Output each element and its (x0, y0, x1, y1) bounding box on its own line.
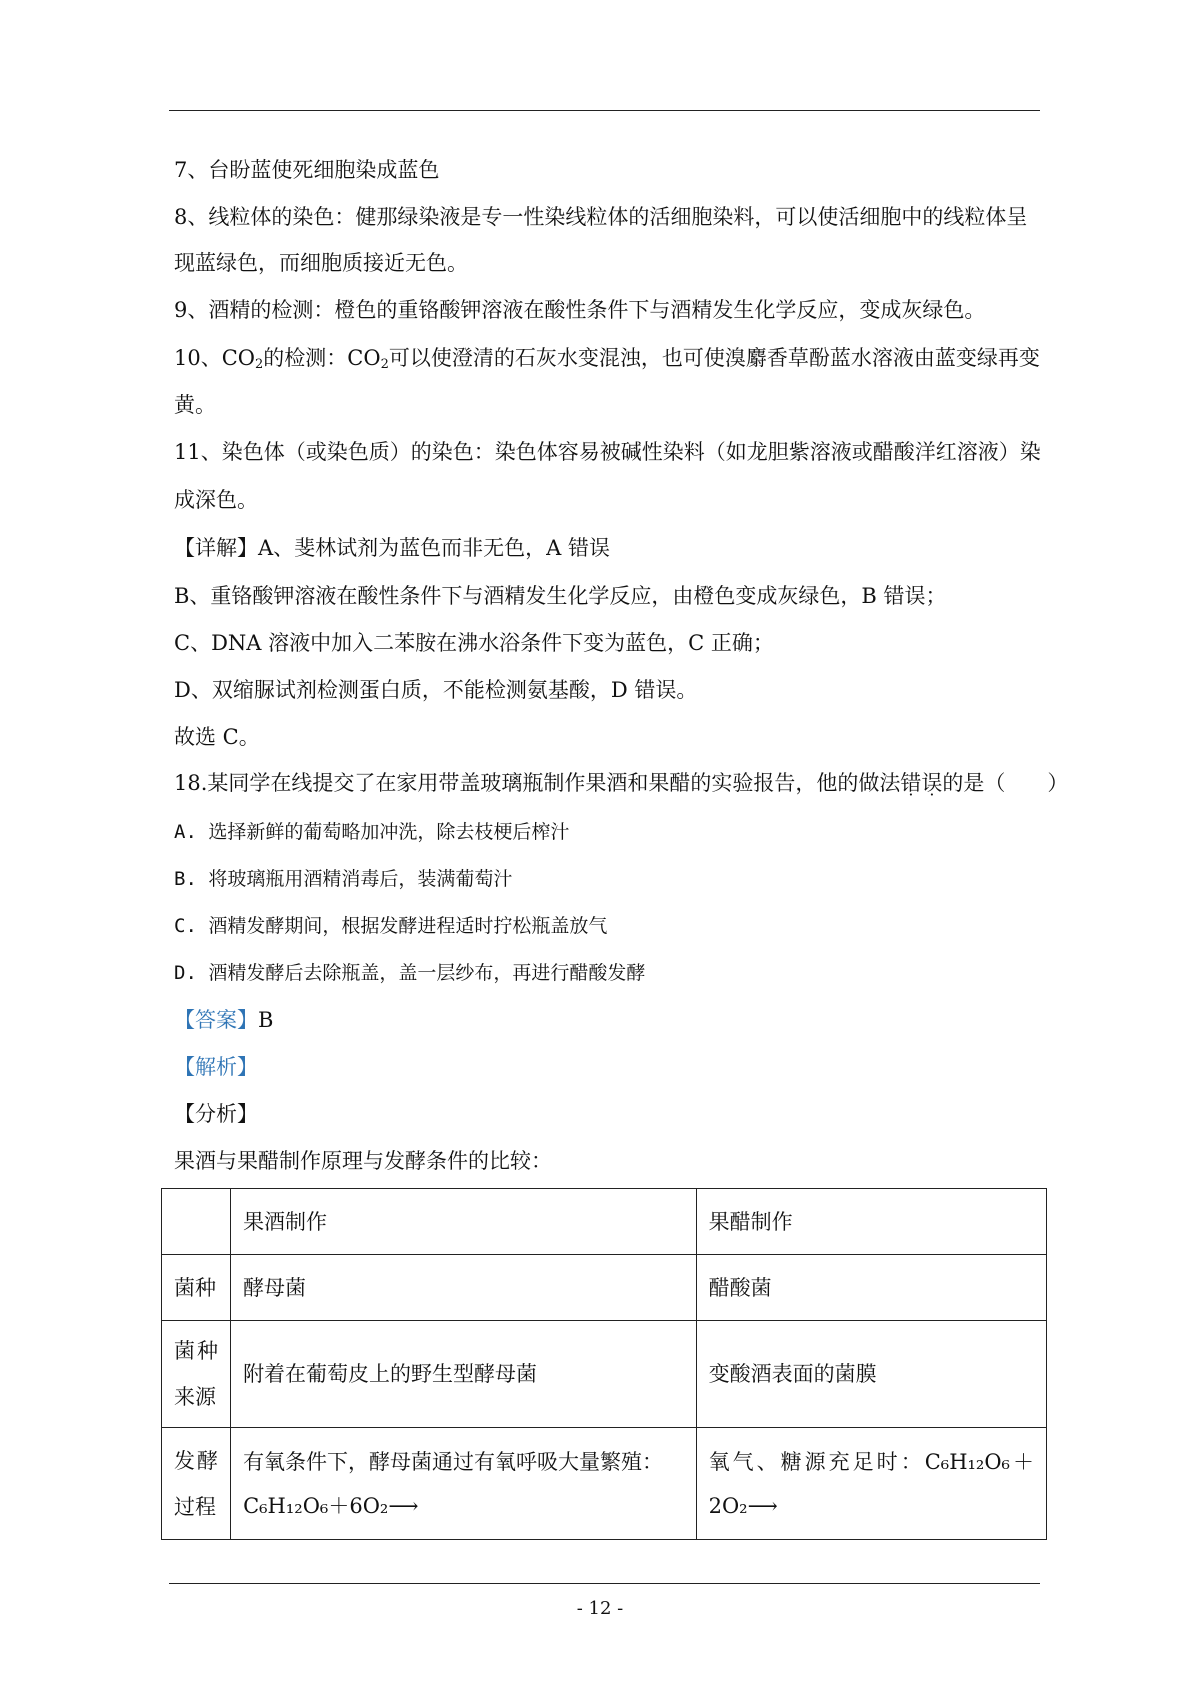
co2-sub-a: 2 (255, 357, 264, 372)
vinegar-process-line-2: 2O₂⟶ (708, 1493, 778, 1518)
answer-line (174, 1006, 273, 1034)
text-line-9: 9、酒精的检测：橙色的重铬酸钾溶液在酸性条件下与酒精发生化学反应，变成灰绿色。 (174, 298, 986, 322)
wine-process-line-2: C₆H₁₂O₆＋6O₂⟶ (243, 1493, 419, 1518)
question-stem (174, 769, 1068, 797)
detail-line-c: C、DNA 溶液中加入二苯胺在沸水浴条件下变为蓝色，C 正确； (174, 631, 774, 655)
table-header-wine: 果酒制作 (231, 1189, 697, 1255)
option-c: C. 酒精发酵期间，根据发酵进程适时拧松瓶盖放气 (174, 915, 608, 937)
fenxi-label: 【分析】 (174, 1102, 258, 1126)
table-cell-wine-strain: 酵母菌 (231, 1255, 697, 1321)
footer-rule (169, 1583, 1040, 1584)
table-cell-wine-process (231, 1428, 697, 1540)
comparison-table (161, 1188, 1047, 1540)
table-row-strain (162, 1255, 1047, 1321)
table-cell-wine-source: 附着在葡萄皮上的野生型酵母菌 (231, 1321, 697, 1428)
table-intro: 果酒与果醋制作原理与发酵条件的比较： (174, 1149, 552, 1173)
table-row-source (162, 1321, 1047, 1428)
option-b: B. 将玻璃瓶用酒精消毒后，装满葡萄汁 (174, 868, 513, 890)
text-line-11a: 11、染色体（或染色质）的染色：染色体容易被碱性染料（如龙胆紫溶液或醋酸洋红溶液）染 (174, 440, 1041, 464)
emphasis-char-2: 误 (921, 771, 943, 795)
table-row-label-source: 菌种来源 (162, 1321, 231, 1428)
text-line-10a (174, 344, 1040, 379)
co2-rest: 可以使澄清的石灰水变混浊，也可使溴麝香草酚蓝水溶液由蓝变绿再变 (388, 346, 1040, 370)
answer-label: 【答案】 (174, 1008, 258, 1032)
question-stem-pre: 18.某同学在线提交了在家用带盖玻璃瓶制作果酒和果醋的实验报告，他的做法 (174, 771, 901, 795)
analysis-label: 【解析】 (174, 1055, 258, 1079)
text-line-7: 7、台盼蓝使死细胞染成蓝色 (174, 158, 440, 182)
table-header-vinegar: 果醋制作 (696, 1189, 1046, 1255)
text-line-8b: 现蓝绿色，而细胞质接近无色。 (174, 251, 468, 275)
detail-line-a: 【详解】A、斐林试剂为蓝色而非无色，A 错误 (174, 536, 611, 560)
text-line-11b: 成深色。 (174, 488, 258, 512)
table-cell-vinegar-source: 变酸酒表面的菌膜 (696, 1321, 1046, 1428)
table-cell-vinegar-strain: 醋酸菌 (696, 1255, 1046, 1321)
answer-value: B (258, 1008, 274, 1032)
header-rule (169, 110, 1040, 111)
wine-process-line-1: 有氧条件下，酵母菌通过有氧呼吸大量繁殖： (243, 1449, 664, 1474)
table-cell-vinegar-process (696, 1428, 1046, 1540)
co2-label-b: 的检测：CO (263, 346, 381, 370)
option-d: D. 酒精发酵后去除瓶盖，盖一层纱布，再进行醋酸发酵 (174, 962, 646, 984)
text-line-10b: 黄。 (174, 393, 216, 417)
detail-line-d: D、双缩脲试剂检测蛋白质，不能检测氨基酸，D 错误。 (174, 678, 698, 702)
answer-choice: 故选 C。 (174, 725, 260, 749)
table-row-label-strain: 菌种 (162, 1255, 231, 1321)
text-line-8a: 8、线粒体的染色：健那绿染液是专一性染线粒体的活细胞染料，可以使活细胞中的线粒体呈 (174, 205, 1028, 229)
question-stem-post: 的是（ ） (942, 771, 1069, 795)
co2-label-a: 10、CO (174, 346, 256, 370)
emphasis-char-1: 错 (900, 771, 922, 795)
table-row-header (162, 1189, 1047, 1255)
detail-line-b: B、重铬酸钾溶液在酸性条件下与酒精发生化学反应，由橙色变成灰绿色，B 错误； (174, 584, 947, 608)
table-row-label-process: 发酵过程 (162, 1428, 231, 1540)
table-cell-corner (162, 1189, 231, 1255)
page-number: - 12 - (576, 1598, 624, 1619)
table-row-process (162, 1428, 1047, 1540)
vinegar-process-line-1: 氧气、糖源充足时：C₆H₁₂O₆＋ (708, 1449, 1034, 1474)
option-a: A. 选择新鲜的葡萄略加冲洗，除去枝梗后榨汁 (174, 821, 570, 843)
co2-sub-b: 2 (380, 357, 389, 372)
